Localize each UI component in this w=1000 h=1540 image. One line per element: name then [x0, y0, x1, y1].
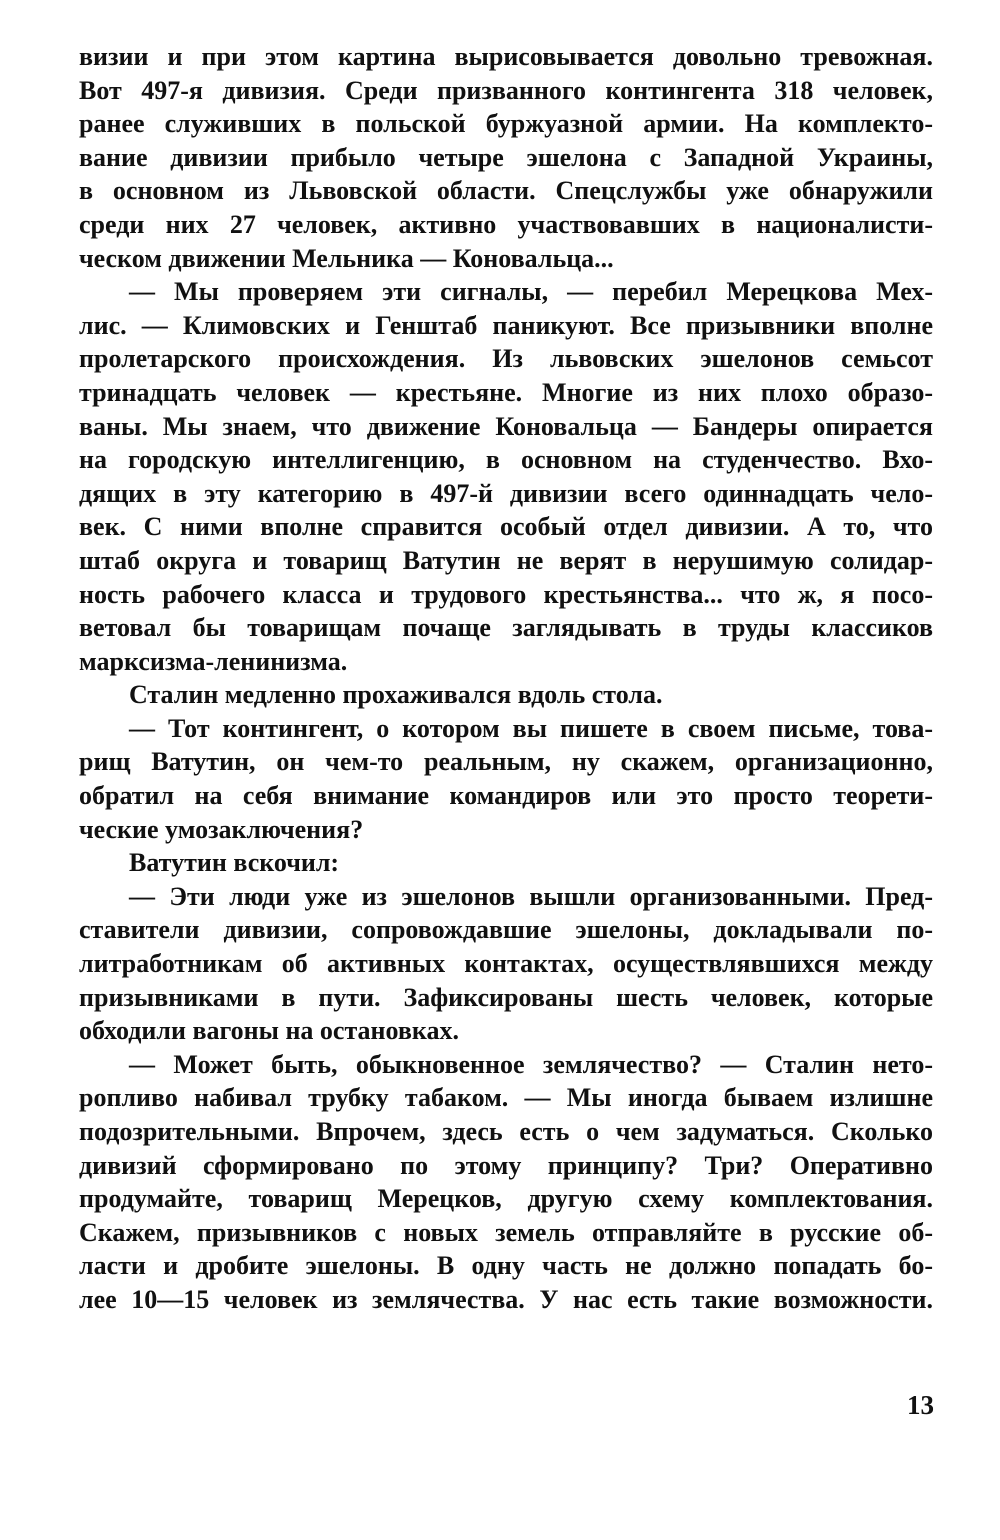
text-line: — Эти люди уже из эшелонов вышли организованными. Пред- [129, 881, 933, 911]
text-line: штаб округа и товарищ Ватутин не верят в нерушимую солидар- [79, 545, 933, 575]
text-line: визии и при этом картина вырисовывается довольно тревожная. [79, 42, 933, 71]
text-line: дивизий сформировано по этому принципу? Три? Оперативно [79, 1150, 933, 1180]
text-line: на городскую интеллигенцию, в основном на студенчество. Вхо- [79, 445, 933, 475]
text-line: — Тот контингент, о котором вы пишете в своем письме, това- [129, 713, 933, 743]
text-line: обходили вагоны на остановках. [79, 1016, 460, 1046]
text-line: среди них 27 человек, активно участвовавших в националисти- [79, 209, 933, 239]
text-line: марксизма-ленинизма. [79, 646, 348, 676]
page-number: 13 [907, 1390, 934, 1420]
text-line: рищ Ватутин, он чем-то реальным, ну скажем, организационно, [79, 747, 933, 777]
text-line: Вот 497-я дивизия. Среди призванного контингента 318 человек, [79, 75, 933, 105]
text-line: литработникам об активных контактах, осуществлявшихся между [79, 949, 933, 979]
text-line: век. С ними вполне справится особый отдел дивизии. А то, что [79, 512, 933, 542]
text-line: — Мы проверяем эти сигналы, — перебил Мерецкова Мех- [129, 277, 933, 307]
text-line: продумайте, товарищ Мерецков, другую схему комплектования. [79, 1184, 933, 1214]
text-line: Сталин медленно прохаживался вдоль стола. [129, 680, 663, 710]
text-line: в основном из Львовской области. Спецслужбы уже обнаружили [79, 176, 933, 206]
text-line: ставители дивизии, сопровождавшие эшелоны, докладывали по- [79, 915, 933, 945]
text-line: пролетарского происхождения. Из львовских эшелонов семьсот [79, 344, 933, 374]
text-line: подозрительными. Впрочем, здесь есть о чем задуматься. Сколько [79, 1117, 933, 1146]
text-line: тринадцать человек — крестьяне. Многие из них плохо образо- [79, 377, 933, 407]
text-line: — Может быть, обыкновенное землячество? — Сталин нето- [129, 1049, 933, 1079]
text-line: дящих в эту категорию в 497-й дивизии всего одиннадцать чело- [79, 478, 933, 508]
text-line: ранее служивших в польской буржуазной армии. На комплекто- [79, 109, 933, 139]
text-line: ропливо набивал трубку табаком. — Мы иногда бываем излишне [79, 1083, 933, 1113]
text-line: ваны. Мы знаем, что движение Коновальца — Бандеры опирается [79, 411, 933, 441]
text-line: призывниками в пути. Зафиксированы шесть человек, которые [79, 982, 933, 1012]
text-line: вание дивизии прибыло четыре эшелона с Западной Украины, [79, 142, 933, 172]
text-line: ласти и дробите эшелоны. В одну часть не должно попадать бо- [79, 1251, 933, 1281]
text-line: Ватутин вскочил: [129, 848, 340, 878]
text-line: обратил на себя внимание командиров или это просто теорети- [79, 781, 933, 811]
body-text [79, 40, 933, 1317]
text-line: Скажем, призывников с новых земель отправляйте в русские об- [79, 1217, 933, 1247]
text-line: ческие умозаключения? [79, 814, 364, 844]
text-line: ческом движении Мельника — Коновальца... [79, 243, 614, 273]
text-line: ветовал бы товарищам почаще заглядывать в труды классиков [79, 613, 933, 643]
text-line: лее 10—15 человек из землячества. У нас есть такие возможности. [79, 1284, 933, 1314]
text-line: ность рабочего класса и трудового крестьянства... что ж, я посо- [79, 579, 933, 609]
text-line: лис. — Климовских и Генштаб паникуют. Все призывники вполне [79, 310, 933, 340]
